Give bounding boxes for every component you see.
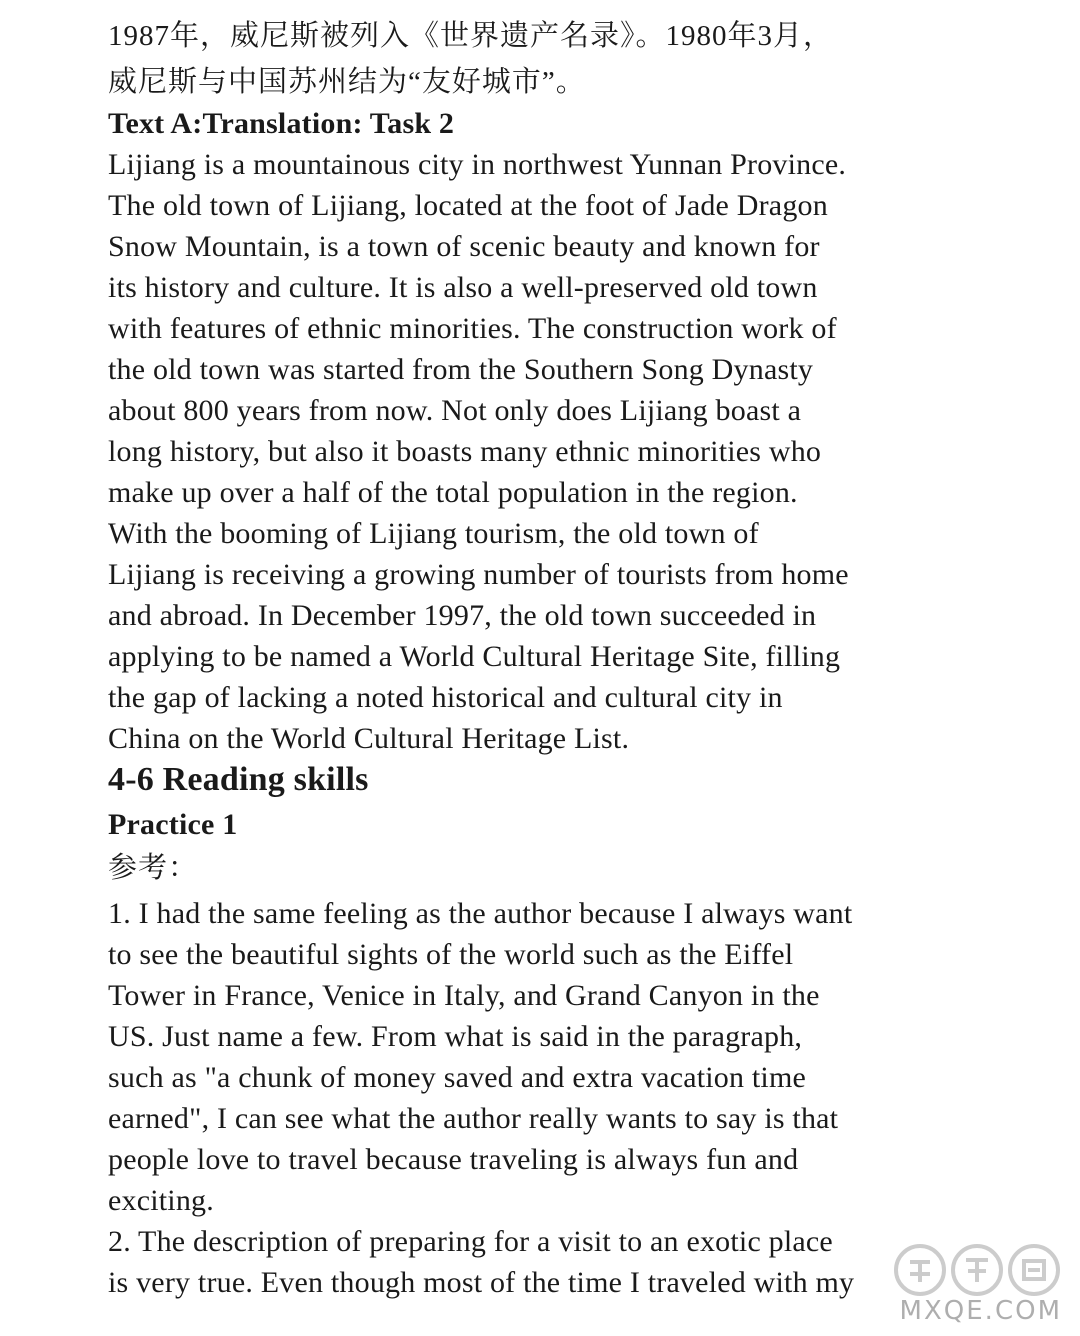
reference-label: 参考：: [108, 852, 199, 884]
chinese-line-1: 1987年，威尼斯被列入《世界遗产名录》。1980年3月，: [108, 20, 834, 52]
paragraph-line: its history and culture. It is also a well-preserved old town: [108, 271, 818, 304]
paragraph-line: Lijiang is a mountainous city in northwest Yunnan Province.: [108, 148, 847, 181]
paragraph-line: make up over a half of the total population in the region.: [108, 476, 798, 509]
paragraph-line: about 800 years from now. Not only does Lijiang boast a: [108, 394, 802, 427]
answer-line: people love to travel because traveling is always fun and: [108, 1143, 799, 1176]
paragraph-line: the gap of lacking a noted historical and cultural city in: [108, 681, 783, 714]
paragraph-line: and abroad. In December 1997, the old town succeeded in: [108, 599, 817, 632]
paragraph-line: Lijiang is receiving a growing number of tourists from home: [108, 558, 849, 591]
answer-line: to see the beautiful sights of the world such as the Eiffel: [108, 938, 794, 971]
paragraph-line: applying to be named a World Cultural Heritage Site, filling: [108, 640, 841, 673]
chinese-line-2: 威尼斯与中国苏州结为“友好城市”。: [108, 66, 586, 98]
paragraph-line: With the booming of Lijiang tourism, the old town of: [108, 517, 759, 550]
paragraph-line: China on the World Cultural Heritage List.: [108, 722, 630, 755]
paragraph-line: the old town was started from the Southern Song Dynasty: [108, 353, 814, 386]
paragraph-line: with features of ethnic minorities. The construction work of: [108, 312, 837, 345]
answer-line: US. Just name a few. From what is said in the paragraph,: [108, 1020, 803, 1053]
answer-line: 1. I had the same feeling as the author because I always want: [108, 897, 853, 930]
section-heading: 4-6 Reading skills: [108, 761, 369, 798]
paragraph-line: Snow Mountain, is a town of scenic beauty and known for: [108, 230, 820, 263]
text-a-heading: Text A:Translation: Task 2: [108, 107, 455, 140]
answer-line: Tower in France, Venice in Italy, and Grand Canyon in the: [108, 979, 820, 1012]
answer-line: such as "a chunk of money saved and extra vacation time: [108, 1061, 807, 1094]
watermark-text: MXQE.COM: [899, 1296, 1062, 1326]
paragraph-line: The old town of Lijiang, located at the foot of Jade Dragon: [108, 189, 828, 222]
practice-heading: Practice 1: [108, 808, 238, 841]
answer-line: is very true. Even though most of the time I traveled with my: [108, 1266, 855, 1299]
answer-line: earned", I can see what the author really wants to say is that: [108, 1102, 839, 1135]
answer-line: exciting.: [108, 1184, 214, 1217]
answer-line: 2. The description of preparing for a visit to an exotic place: [108, 1225, 833, 1258]
paragraph-line: long history, but also it boasts many ethnic minorities who: [108, 435, 822, 468]
